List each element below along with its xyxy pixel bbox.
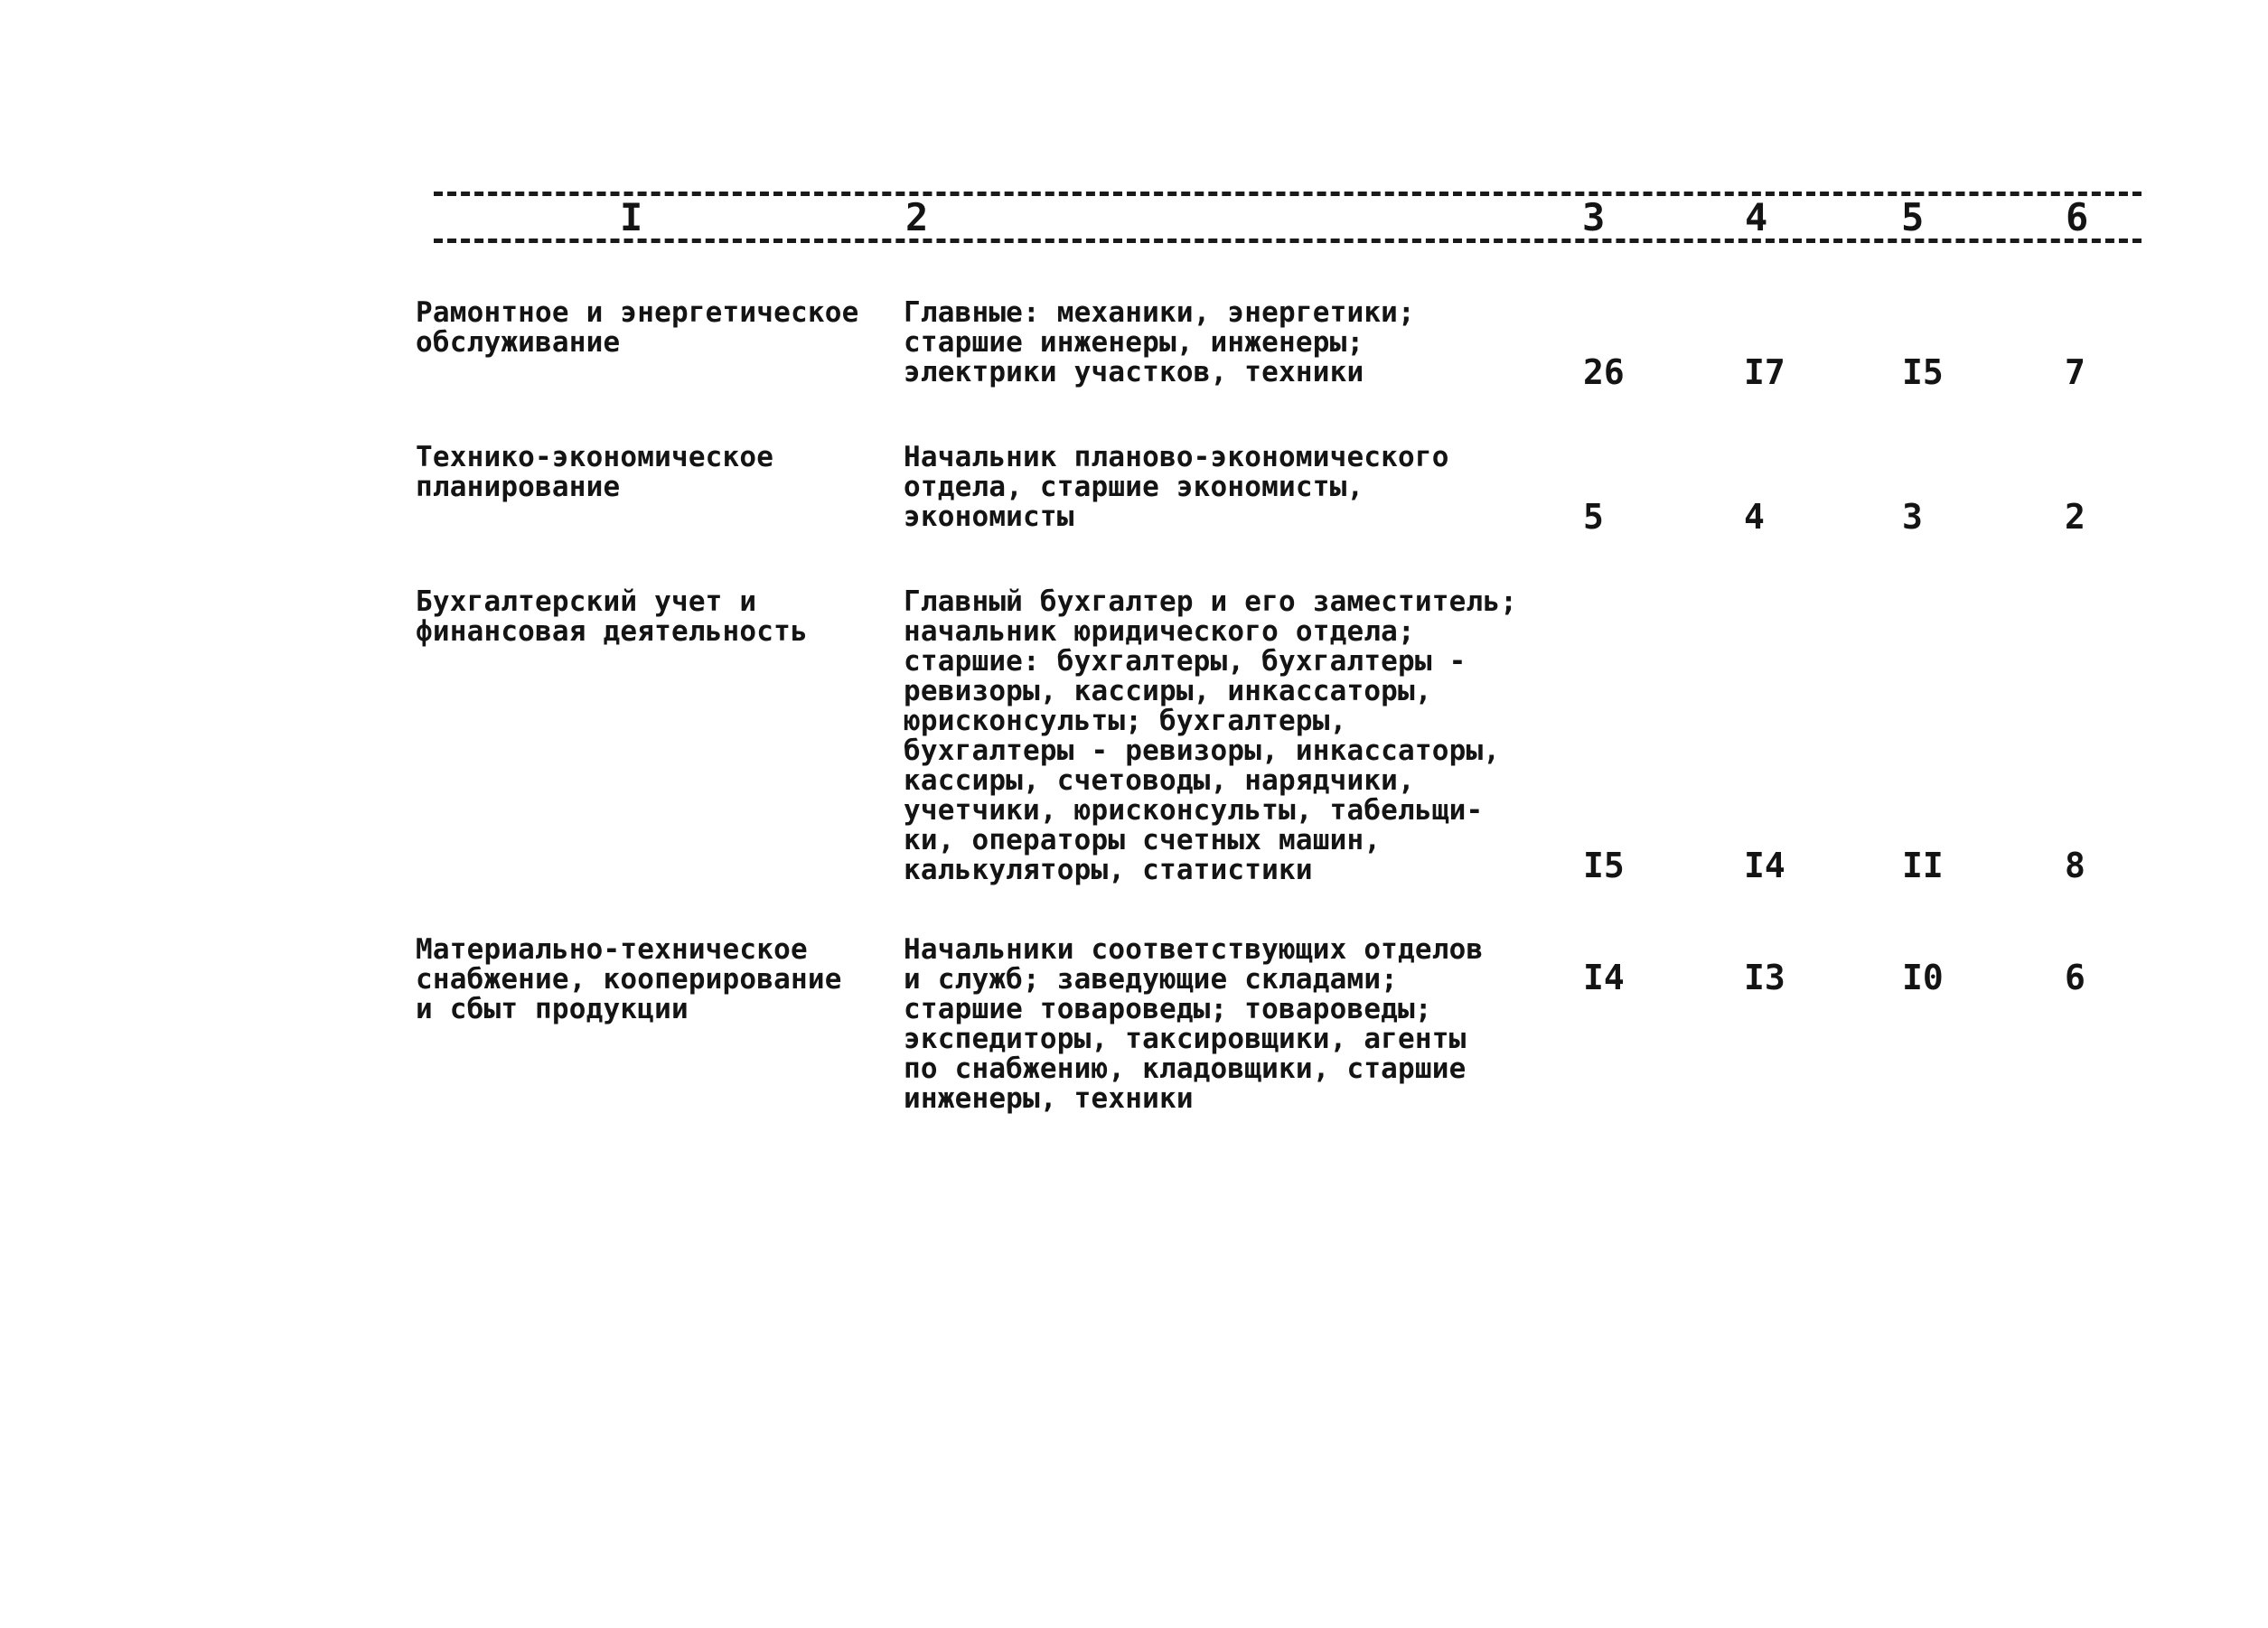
row-4-positions: Начальники соответствующих отделов и служб; заведующие складами; старшие товароведы; товароведы; экспедиторы, таксировщики, агенты по снабжению, кладовщики, старшие инженеры, техники (904, 933, 1484, 1115)
row-3-value-3: I5 (1583, 846, 1625, 885)
row-3-value-5: II (1902, 846, 1944, 885)
row-3-value-6: 8 (2065, 846, 2085, 885)
row-4-value-3: I4 (1583, 958, 1625, 997)
row-2-function: Технико-экономическое планирование (416, 441, 774, 503)
row-2-value-4: 4 (1744, 497, 1765, 537)
row-1-value-5: I5 (1902, 352, 1944, 392)
row-4-value-4: I3 (1744, 958, 1785, 997)
header-top-rule (434, 192, 2141, 196)
row-2-value-6: 2 (2065, 497, 2085, 537)
column-header-1: I (614, 199, 648, 237)
row-1-value-6: 7 (2065, 352, 2085, 392)
column-header-4: 4 (1739, 199, 1773, 237)
column-header-3: 3 (1577, 199, 1610, 237)
row-2-positions: Начальник планово-экономического отдела, старшие экономисты, экономисты (904, 441, 1449, 533)
row-4-function: Материально-техническое снабжение, кооперирование и сбыт продукции (416, 933, 842, 1025)
row-1-value-3: 26 (1583, 352, 1625, 392)
row-1-value-4: I7 (1744, 352, 1785, 392)
row-2-value-3: 5 (1583, 497, 1604, 537)
row-1-positions: Главные: механики, энергетики; старшие инженеры, инженеры; электрики участков, техники (904, 296, 1415, 388)
row-3-positions: Главный бухгалтер и его заместитель; начальник юридического отдела; старшие: бухгалтеры, бухгалтеры - ревизоры, кассиры, инкассаторы, юрисконсульты; бухгалтеры, бухгалтеры - ревизоры, инкассаторы, кассиры, счетоводы, нарядчики, учетчики, юрисконсульты, табельщи- ки, операторы счетных машин, калькуляторы, статистики (904, 585, 1518, 886)
row-3-value-4: I4 (1744, 846, 1785, 885)
column-header-2: 2 (900, 199, 933, 237)
column-header-6: 6 (2060, 199, 2094, 237)
row-2-value-5: 3 (1902, 497, 1923, 537)
row-4-value-5: I0 (1902, 958, 1944, 997)
row-4-value-6: 6 (2065, 958, 2085, 997)
column-header-5: 5 (1896, 199, 1929, 237)
row-1-function: Рамонтное и энергетическое обслуживание (416, 296, 859, 359)
header-bottom-rule (434, 239, 2141, 243)
row-3-function: Бухгалтерский учет и финансовая деятельность (416, 585, 808, 648)
